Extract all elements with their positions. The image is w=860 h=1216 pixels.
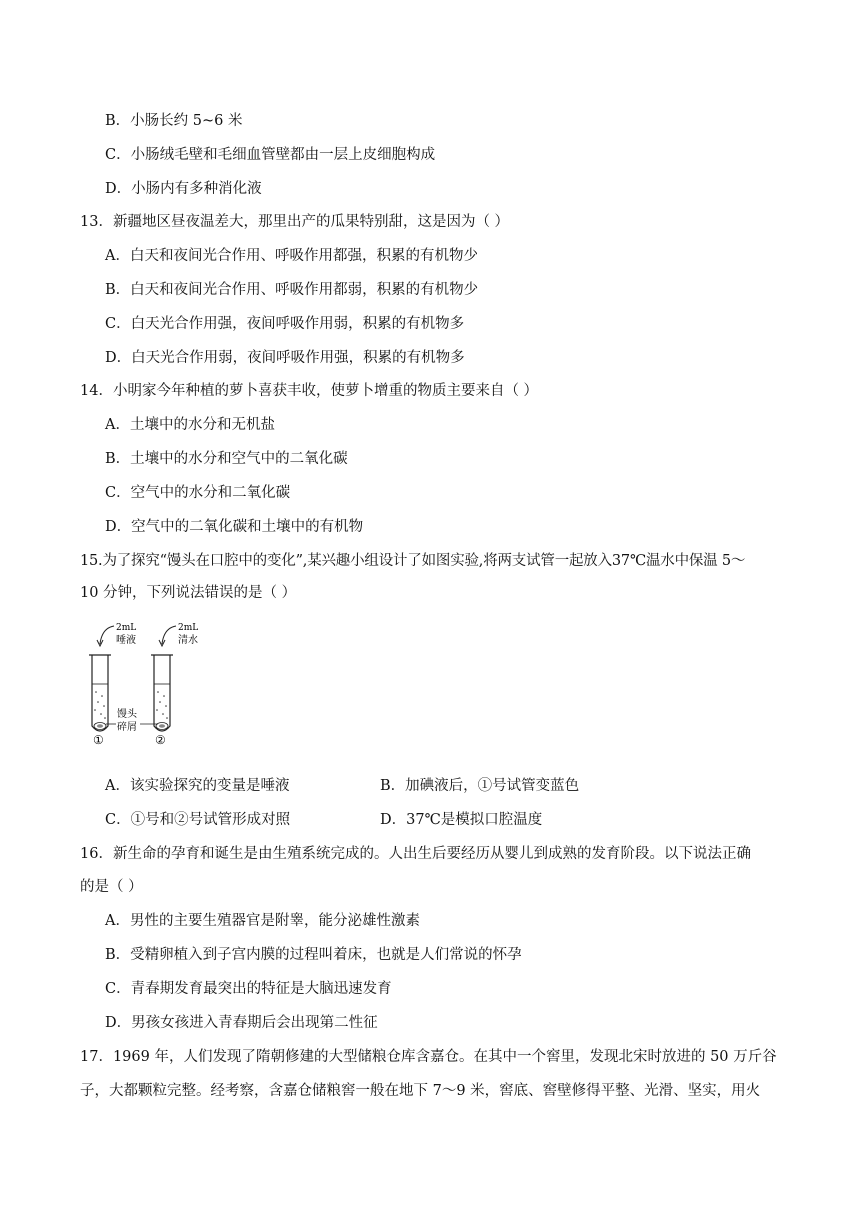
q16-stem-line1: 16．新生命的孕育和诞生是由生殖系统完成的。人出生后要经历从婴儿到成熟的发育阶段。以下说法正确 [80,846,751,862]
crumbs-label-1: 馒头 [117,709,137,720]
q17-stem-line2: 子，大都颗粒完整。经考察，含嘉仓储粮窖一般在地下 7～9 米，窖底、窖壁修得平整、光滑、坚实，用火 [80,1083,761,1099]
q16-option-a: A．男性的主要生殖器官是附睾，能分泌雄性激素 [105,913,420,929]
q12-option-c: C．小肠绒毛壁和毛细血管壁都由一层上皮细胞构成 [105,147,436,163]
q16-option-d: D．男孩女孩进入青春期后会出现第二性征 [105,1015,378,1031]
q16-option-c: C．青春期发育最突出的特征是大脑迅速发育 [105,981,392,997]
tube1-number: ① [93,733,104,747]
crumbs-label-2: 碎屑 [117,722,137,733]
q14-option-c: C．空气中的水分和二氧化碳 [105,485,291,501]
test-tube-2 [151,655,173,731]
q16-stem-line2: 的是（ ） [80,879,143,895]
q15-option-a: A．该实验探究的变量是唾液 [105,778,290,794]
q14-option-b: B．土壤中的水分和空气中的二氧化碳 [105,451,348,467]
q12-option-b: B．小肠长约 5~6 米 [105,113,243,129]
q15-stem-line1: 15.为了探究“馒头在口腔中的变化”,某兴趣小组设计了如图实验,将两支试管一起放入37℃温水中保温 5～ [80,553,746,569]
q14-option-d: D．空气中的二氧化碳和土壤中的有机物 [105,519,364,535]
q13-stem: 13．新疆地区昼夜温差大，那里出产的瓜果特别甜，这是因为（ ） [80,214,510,230]
q15-option-d: D．37℃是模拟口腔温度 [380,812,543,828]
q17-stem-line1: 17．1969 年，人们发现了隋朝修建的大型储粮仓库含嘉仓。在其中一个窖里，发现北宋时放进的 50 万斤谷 [80,1049,777,1065]
q13-option-d: D．白天光合作用弱，夜间呼吸作用强，积累的有机物多 [105,350,465,366]
q14-option-a: A．土壤中的水分和无机盐 [105,417,275,433]
tube1-liquid-label: 唾液 [116,635,136,646]
test-tube-1 [89,655,111,731]
tube2-liquid-label: 清水 [178,635,198,646]
tube2-volume-label: 2mL [178,623,199,633]
q15-option-c: C．①号和②号试管形成对照 [105,812,291,828]
q13-option-a: A．白天和夜间光合作用、呼吸作用都强，积累的有机物少 [105,248,478,264]
q15-option-b: B．加碘液后，①号试管变蓝色 [380,778,580,794]
q12-option-d: D．小肠内有多种消化液 [105,181,262,197]
tube2-number: ② [155,733,166,747]
test-tube-diagram [80,618,220,748]
q13-option-c: C．白天光合作用强，夜间呼吸作用弱，积累的有机物多 [105,316,465,332]
q15-stem-line2: 10 分钟，下列说法错误的是（ ） [80,585,297,601]
q13-option-b: B．白天和夜间光合作用、呼吸作用都弱，积累的有机物少 [105,282,479,298]
q16-option-b: B．受精卵植入到子宫内膜的过程叫着床，也就是人们常说的怀孕 [105,947,522,963]
q14-stem: 14．小明家今年种植的萝卜喜获丰收，使萝卜增重的物质主要来自（ ） [80,383,539,399]
tube1-volume-label: 2mL [116,623,137,633]
